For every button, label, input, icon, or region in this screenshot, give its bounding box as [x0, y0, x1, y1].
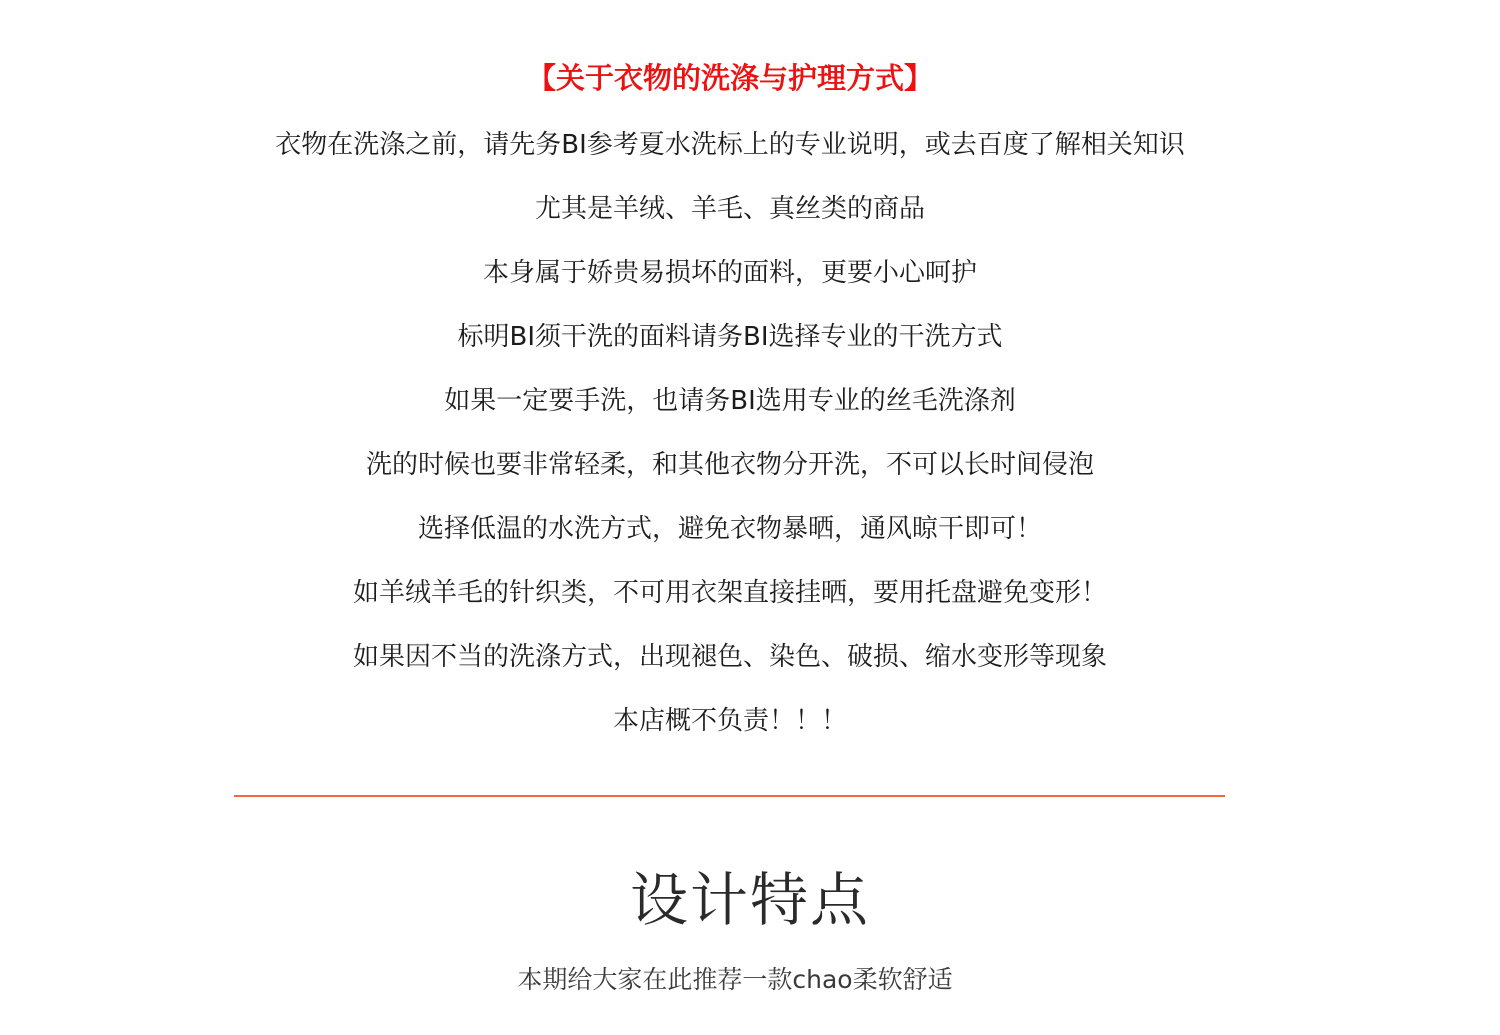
- care-instructions-list: [0, 125, 1460, 765]
- care-line: 标明BI须干洗的面料请务BI选择专业的干洗方式: [457, 322, 1003, 352]
- care-line: 本身属于娇贵易损坏的面料，更要小心呵护: [482, 258, 977, 288]
- care-line: 如果一定要手洗，也请务BI选用专业的丝毛洗涤剂: [444, 386, 1016, 416]
- care-line: 洗的时候也要非常轻柔，和其他衣物分开洗，不可以长时间侵泡: [365, 450, 1094, 480]
- care-line: 如羊绒羊毛的针织类，不可用衣架直接挂晒，要用托盘避免变形！: [352, 578, 1107, 608]
- design-features-subtitle: 本期给大家在此推荐一款chao柔软舒适: [517, 965, 953, 994]
- care-line: 尤其是羊绒、羊毛、真丝类的商品: [534, 194, 925, 224]
- care-line: 衣物在洗涤之前，请先务BI参考夏水洗标上的专业说明，或去百度了解相关知识: [275, 130, 1185, 160]
- care-line: 本店概不负责！！！: [612, 706, 847, 736]
- care-line: 如果因不当的洗涤方式，出现褪色、染色、破损、缩水变形等现象: [352, 642, 1107, 672]
- section-divider: [234, 795, 1225, 797]
- design-features-heading: 设计特点: [629, 866, 870, 934]
- care-line: 选择低温的水洗方式，避免衣物暴晒，通风晾干即可！: [417, 514, 1042, 544]
- care-title: 【关于衣物的洗涤与护理方式】: [526, 61, 933, 95]
